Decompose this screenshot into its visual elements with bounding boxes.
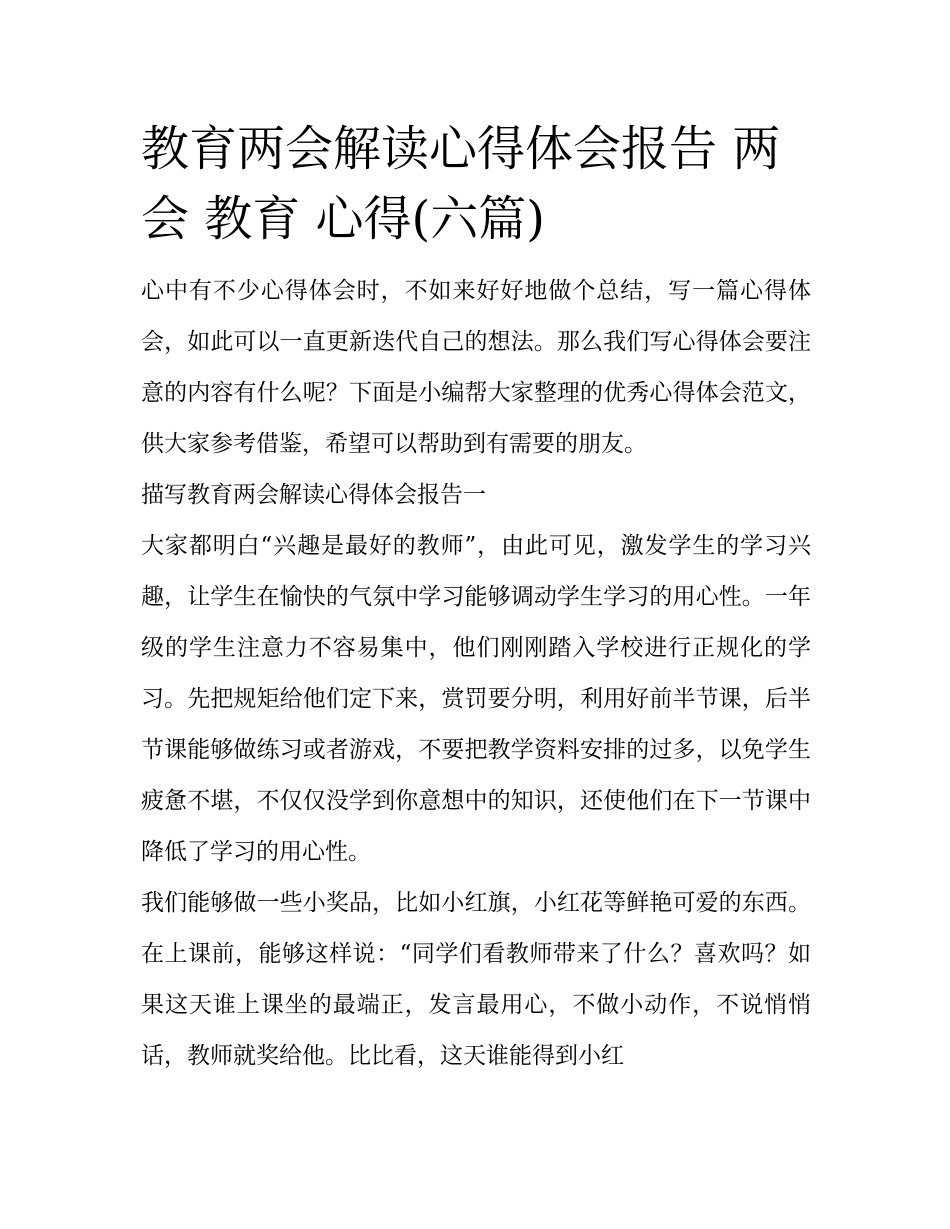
body-paragraph-2: 我们能够做一些小奖品，比如小红旗，小红花等鲜艳可爱的东西。在上课前，能够这样说：“同学们看教师带来了什么？喜欢吗？如果这天谁上课坐的最端正，发言最用心，不做小动作，不说悄悄话，教师就奖给他。比比看，这天谁能得到小红: [141, 890, 811, 1069]
document-title: 教育两会解读心得体会报告 两会 教育 心得(六篇): [141, 121, 781, 247]
document-body: [141, 114, 811, 1082]
section-heading: 描写教育两会解读心得体会报告一: [141, 482, 486, 508]
intro-paragraph: 心中有不少心得体会时，不如来好好地做个总结，写一篇心得体会，如此可以一直更新迭代自己的想法。那么我们写心得体会要注意的内容有什么呢？下面是小编帮大家整理的优秀心得体会范文，供大家参考借鉴，希望可以帮助到有需要的朋友。: [141, 278, 811, 457]
body-paragraph-1: 大家都明白“兴趣是最好的教师”，由此可见，激发学生的学习兴趣，让学生在愉快的气氛中学习能够调动学生学习的用心性。一年级的学生注意力不容易集中，他们刚刚踏入学校进行正规化的学习。先把规矩给他们定下来，赏罚要分明，利用好前半节课，后半节课能够做练习或者游戏，不要把教学资料安排的过多，以免学生疲惫不堪，不仅仅没学到你意想中的知识，还使他们在下一节课中降低了学习的用心性。: [141, 533, 811, 865]
